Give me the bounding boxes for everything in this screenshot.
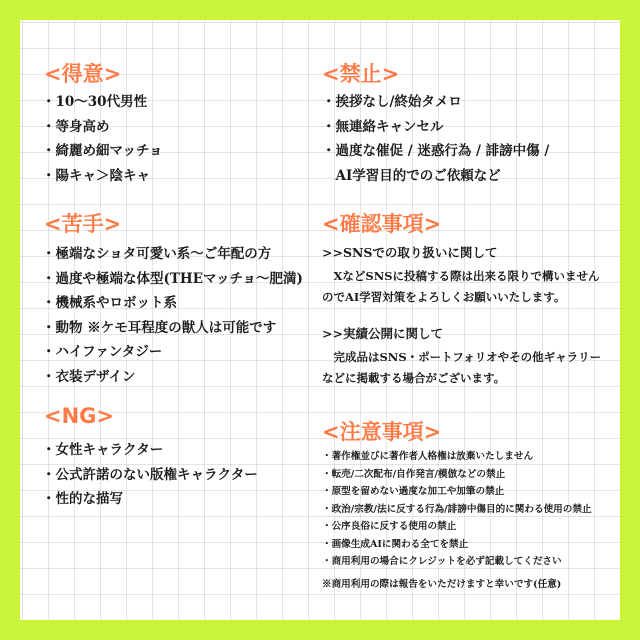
list-item: ・動物 ※ケモ耳程度の獣人は可能です [42, 319, 277, 336]
jisseki-line: 完成品はSNS・ポートフォリオやその他ギャラリー [322, 350, 602, 364]
ng-list [42, 438, 258, 512]
list-item: ・挨拶なし/終始タメロ [322, 94, 462, 110]
sns-line: のでAI学習対策をよろしくお願いいたします。 [322, 290, 566, 304]
list-item: ・商用利用の場合にクレジットを必ず記載してください [322, 556, 562, 567]
list-item: ・性的な描写 [42, 491, 123, 507]
tokui-heading: <得意> [44, 62, 122, 86]
kinshi-list [322, 90, 549, 188]
list-item: ・極端なショタ可愛い系～ご年配の方 [42, 246, 272, 262]
chui-heading: <注意事項> [322, 420, 442, 444]
list-item: ・無連絡キャンセル [322, 118, 444, 135]
jisseki-section-title: >>実績公開に関して [322, 326, 443, 341]
nigate-list [42, 242, 303, 389]
list-item: ・機械系やロボット系 [42, 295, 177, 311]
list-item: ・政治/宗教/法に反する行為/誹謗中傷目的に関わる使用の禁止 [322, 503, 592, 515]
list-item: ・画像生成AIに関わる全てを禁止 [322, 538, 469, 550]
list-item: ・衣装デザイン [42, 368, 136, 385]
commercial-note: ※商用利用の際は報告をいただけますと幸いです(任意) [322, 578, 562, 590]
sns-line: XなどSNSに投稿する際は出来る限りで構いません [322, 269, 600, 283]
tokui-list [42, 90, 163, 188]
list-item: ・転売/二次配布/自作発言/模倣などの禁止 [322, 468, 506, 480]
list-item: ・等身高め [42, 118, 110, 135]
list-item: AI学習目的でのご依頼など [322, 167, 501, 184]
list-item: ・原型を留めない過度な加工や加筆の禁止 [322, 486, 505, 497]
jisseki-line: などに掲載する場合がございます。 [322, 371, 506, 385]
chui-list [322, 448, 592, 593]
list-item: ・著作権並びに著作者人格権は放棄いたしません [322, 451, 534, 462]
list-item: ・公序良俗に反する使用の禁止 [322, 521, 457, 532]
list-item: ・綺麗め細マッチョ [42, 143, 163, 159]
list-item: ・陽キャ＞陰キャ [42, 167, 150, 184]
list-item: ・ハイファンタジー [42, 344, 163, 360]
rules-card [20, 20, 620, 620]
list-item: ・女性キャラクター [42, 442, 164, 458]
list-item: ・過度な催促 / 迷惑行為 / 誹謗中傷 / [322, 143, 550, 159]
kinshi-heading: <禁止> [322, 62, 400, 86]
nigate-heading: <苦手> [44, 212, 122, 236]
list-item: ・過度や極端な体型(THEマッチョ～肥満) [42, 270, 303, 287]
ng-heading: <NG> [44, 404, 115, 428]
kakunin-heading: <確認事項> [322, 212, 442, 236]
sns-section-title: >>SNSでの取り扱いに関して [322, 245, 498, 260]
list-item: ・10～30代男性 [42, 94, 148, 110]
list-item: ・公式許諾のない版権キャラクター [42, 466, 258, 483]
